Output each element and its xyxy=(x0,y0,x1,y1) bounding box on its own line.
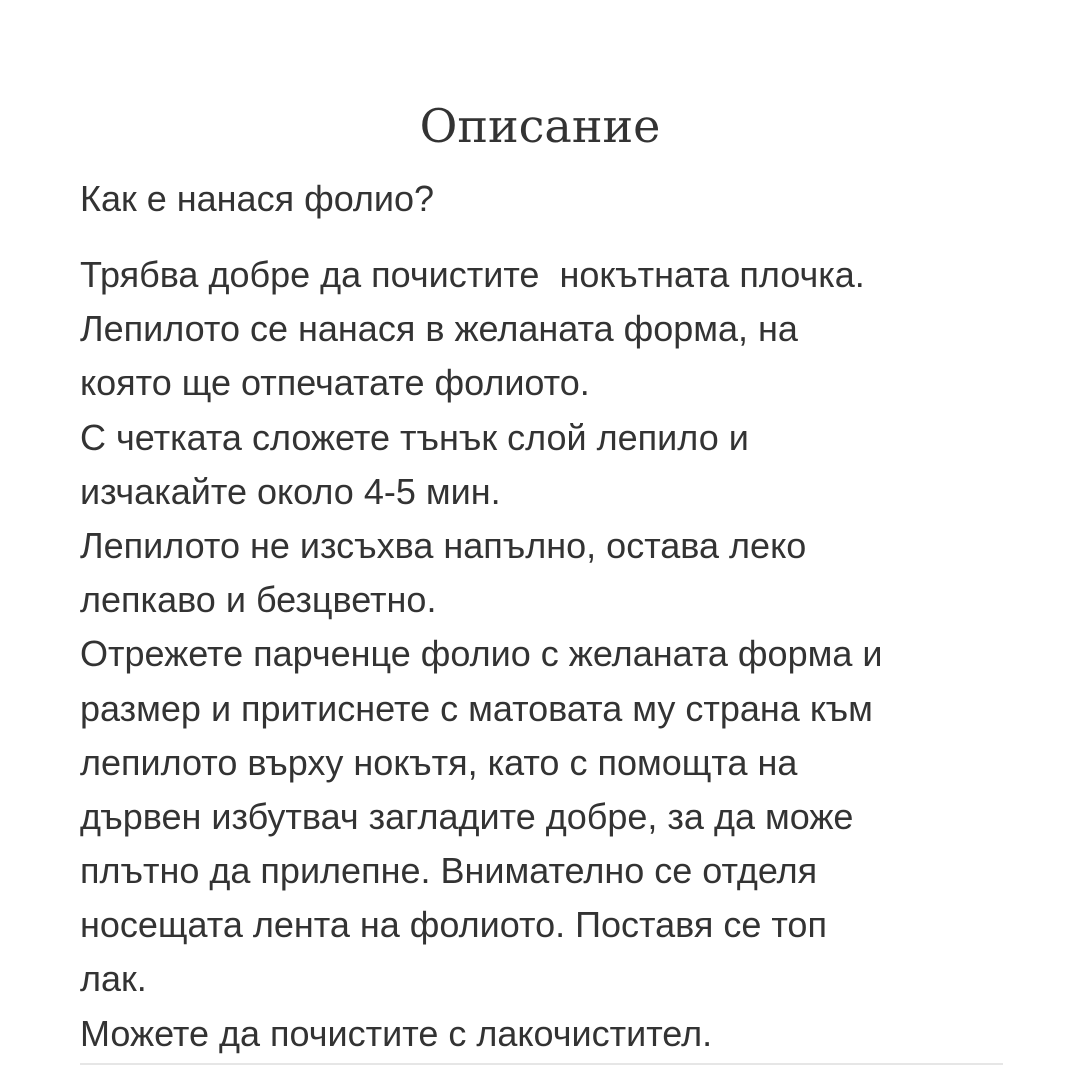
instruction-line: Можете да почистите с лакочистител. xyxy=(80,1012,713,1054)
instruction-line: Отрежете парченце фолио с желаната форма и xyxy=(80,633,883,675)
instruction-line: носещата лента на фолиото. Поставя се топ xyxy=(80,904,827,946)
instruction-line: Лепилото се нанася в желаната форма, на xyxy=(80,308,798,350)
section-title: Описание xyxy=(419,99,661,153)
section-divider xyxy=(80,1063,1003,1065)
instruction-line: лак. xyxy=(80,958,147,1000)
instruction-line: размер и притиснете с матовата му страна към xyxy=(80,687,873,729)
instruction-line: лепкаво и безцветно. xyxy=(80,579,437,621)
instruction-line: Лепилото не изсъхва напълно, остава леко xyxy=(80,524,807,566)
application-question: Как е нанася фолио? xyxy=(80,178,435,219)
instruction-line: плътно да прилепне. Внимателно се отделя xyxy=(80,850,818,892)
instruction-line: дървен избутвач загладите добре, за да може xyxy=(80,795,854,837)
instruction-line: лепилото върху нокътя, като с помощта на xyxy=(80,741,798,783)
instruction-line: С четката сложете тънък слой лепило и xyxy=(80,416,749,458)
instruction-line: която ще отпечатате фолиото. xyxy=(80,362,590,404)
instructions-text xyxy=(80,248,1020,1061)
instruction-line: изчакайте около 4-5 мин. xyxy=(80,470,501,512)
instruction-line: Трябва добре да почистите нокътната плочка. xyxy=(80,254,865,295)
